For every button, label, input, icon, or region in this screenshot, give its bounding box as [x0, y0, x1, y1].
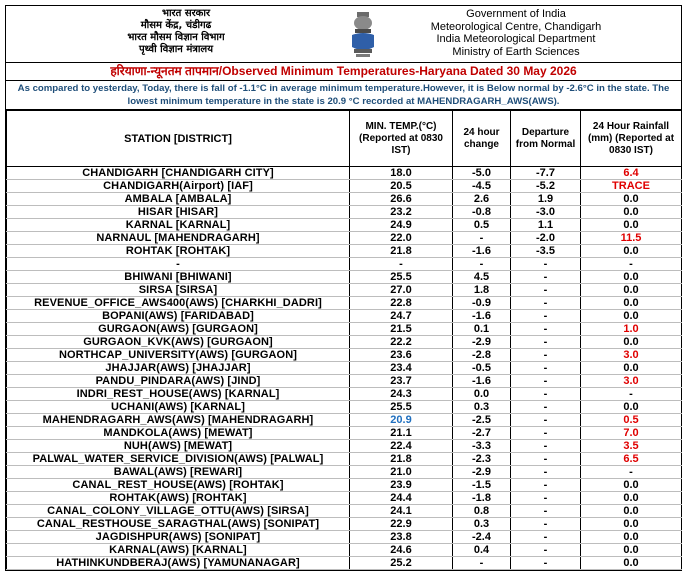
rainfall-cell: - — [581, 258, 682, 271]
departure-cell: - — [511, 362, 581, 375]
departure-cell: - — [511, 427, 581, 440]
change-cell: -0.5 — [453, 362, 511, 375]
departure-cell: - — [511, 479, 581, 492]
table-body — [7, 167, 682, 570]
min-temp-cell: 25.5 — [350, 401, 453, 414]
rainfall-cell: 0.0 — [581, 518, 682, 531]
departure-cell: - — [511, 544, 581, 557]
departure-cell: - — [511, 440, 581, 453]
min-temp-cell: 26.6 — [350, 193, 453, 206]
change-cell: -1.6 — [453, 245, 511, 258]
table-row — [7, 362, 682, 375]
station-cell: GURGAON_KVK(AWS) [GURGAON] — [7, 336, 350, 349]
min-temp-cell: 22.8 — [350, 297, 453, 310]
change-cell: -1.6 — [453, 375, 511, 388]
table-row — [7, 375, 682, 388]
station-cell: - — [7, 258, 350, 271]
departure-cell: - — [511, 557, 581, 570]
rainfall-cell: 7.0 — [581, 427, 682, 440]
departure-cell: - — [511, 401, 581, 414]
departure-cell: - — [511, 258, 581, 271]
table-row — [7, 167, 682, 180]
table-row — [7, 271, 682, 284]
station-cell: GURGAON(AWS) [GURGAON] — [7, 323, 350, 336]
change-cell: -4.5 — [453, 180, 511, 193]
min-temp-cell: 24.7 — [350, 310, 453, 323]
change-cell: 0.3 — [453, 518, 511, 531]
rainfall-cell: 0.0 — [581, 544, 682, 557]
table-row — [7, 427, 682, 440]
min-temp-cell: 24.4 — [350, 492, 453, 505]
table-row — [7, 414, 682, 427]
station-cell: CANAL_REST_HOUSE(AWS) [ROHTAK] — [7, 479, 350, 492]
rainfall-cell: 0.0 — [581, 531, 682, 544]
col-min-temp: MIN. TEMP.(°C) (Reported at 0830 IST) — [350, 111, 453, 167]
rainfall-cell: 11.5 — [581, 232, 682, 245]
change-cell: -2.8 — [453, 349, 511, 362]
departure-cell: - — [511, 375, 581, 388]
change-cell: -3.3 — [453, 440, 511, 453]
min-temp-cell: 24.1 — [350, 505, 453, 518]
station-cell: BHIWANI [BHIWANI] — [7, 271, 350, 284]
table-row — [7, 557, 682, 570]
table-row — [7, 232, 682, 245]
station-cell: PALWAL_WATER_SERVICE_DIVISION(AWS) [PALWAL] — [7, 453, 350, 466]
station-cell: HISAR [HISAR] — [7, 206, 350, 219]
min-temp-cell: 24.6 — [350, 544, 453, 557]
rainfall-cell: 0.5 — [581, 414, 682, 427]
min-temp-cell: 25.2 — [350, 557, 453, 570]
min-temp-cell: - — [350, 258, 453, 271]
col-station: STATION [DISTRICT] — [7, 111, 350, 167]
station-cell: ROHTAK [ROHTAK] — [7, 245, 350, 258]
table-row — [7, 310, 682, 323]
table-row — [7, 323, 682, 336]
table-row — [7, 440, 682, 453]
table-row — [7, 453, 682, 466]
change-cell: - — [453, 232, 511, 245]
change-cell: -1.6 — [453, 310, 511, 323]
hindi-line: पृथ्वी विज्ञान मंत्रालय — [138, 44, 214, 55]
departure-cell: - — [511, 414, 581, 427]
change-cell: 0.8 — [453, 505, 511, 518]
station-cell: UCHANI(AWS) [KARNAL] — [7, 401, 350, 414]
station-cell: SIRSA [SIRSA] — [7, 284, 350, 297]
station-cell: JAGDISHPUR(AWS) [SONIPAT] — [7, 531, 350, 544]
station-cell: HATHINKUNDBERAJ(AWS) [YAMUNANAGAR] — [7, 557, 350, 570]
report-sheet — [5, 5, 682, 571]
rainfall-cell: 0.0 — [581, 284, 682, 297]
rainfall-cell: 3.0 — [581, 375, 682, 388]
departure-cell: -3.0 — [511, 206, 581, 219]
rainfall-cell: 0.0 — [581, 336, 682, 349]
rainfall-cell: 0.0 — [581, 310, 682, 323]
departure-cell: - — [511, 466, 581, 479]
change-cell: -0.8 — [453, 206, 511, 219]
change-cell: -2.7 — [453, 427, 511, 440]
report-header — [6, 6, 681, 63]
departure-cell: - — [511, 453, 581, 466]
table-row — [7, 336, 682, 349]
rainfall-cell: 0.0 — [581, 492, 682, 505]
station-cell: KARNAL [KARNAL] — [7, 219, 350, 232]
summary-text: As compared to yesterday, Today, there is fall of -1.1°C in average minimum temperature.However, it is Below normal by -2.6°C in the state. The lowest minimum temperature in the state is 20.9 °C recorded at MAHENDRAGARH_AWS(AWS). — [6, 81, 681, 110]
min-temp-cell: 23.9 — [350, 479, 453, 492]
min-temp-cell: 21.8 — [350, 245, 453, 258]
station-cell: CANAL_RESTHOUSE_SARAGTHAL(AWS) [SONIPAT] — [7, 518, 350, 531]
station-cell: ROHTAK(AWS) [ROHTAK] — [7, 492, 350, 505]
rainfall-cell: 0.0 — [581, 206, 682, 219]
english-line: Meteorological Centre, Chandigarh — [430, 20, 602, 33]
min-temp-cell: 23.7 — [350, 375, 453, 388]
change-cell: 0.0 — [453, 388, 511, 401]
table-row — [7, 479, 682, 492]
change-cell: 0.1 — [453, 323, 511, 336]
change-cell: 1.8 — [453, 284, 511, 297]
report-title: हरियाणा-न्यूनतम तापमान/Observed Minimum Temperatures-Haryana Dated 30 May 2026 — [6, 63, 681, 81]
station-cell: REVENUE_OFFICE_AWS400(AWS) [CHARKHI_DADRI] — [7, 297, 350, 310]
change-cell: 0.3 — [453, 401, 511, 414]
rainfall-cell: 6.5 — [581, 453, 682, 466]
min-temp-cell: 23.8 — [350, 531, 453, 544]
station-cell: BOPANI(AWS) [FARIDABAD] — [7, 310, 350, 323]
col-rainfall: 24 Hour Rainfall (mm) (Reported at 0830 IST) — [581, 111, 682, 167]
min-temp-cell: 20.9 — [350, 414, 453, 427]
station-cell: KARNAL(AWS) [KARNAL] — [7, 544, 350, 557]
departure-cell: 1.9 — [511, 193, 581, 206]
change-cell: -0.9 — [453, 297, 511, 310]
table-row — [7, 284, 682, 297]
table-row — [7, 193, 682, 206]
table-row — [7, 518, 682, 531]
departure-cell: - — [511, 336, 581, 349]
departure-cell: - — [511, 388, 581, 401]
hindi-line: भारत मौसम विज्ञान विभाग — [127, 32, 225, 43]
change-cell: - — [453, 557, 511, 570]
min-temp-cell: 21.0 — [350, 466, 453, 479]
station-cell: CANAL_COLONY_VILLAGE_OTTU(AWS) [SIRSA] — [7, 505, 350, 518]
change-cell: 0.4 — [453, 544, 511, 557]
rainfall-cell: 6.4 — [581, 167, 682, 180]
rainfall-cell: 3.0 — [581, 349, 682, 362]
change-cell: -2.5 — [453, 414, 511, 427]
change-cell: -2.9 — [453, 336, 511, 349]
departure-cell: -5.2 — [511, 180, 581, 193]
rainfall-cell: 1.0 — [581, 323, 682, 336]
departure-cell: -3.5 — [511, 245, 581, 258]
station-cell: NORTHCAP_UNIVERSITY(AWS) [GURGAON] — [7, 349, 350, 362]
departure-cell: - — [511, 349, 581, 362]
rainfall-cell: 3.5 — [581, 440, 682, 453]
station-cell: CHANDIGARH(Airport) [IAF] — [7, 180, 350, 193]
rainfall-cell: 0.0 — [581, 297, 682, 310]
change-cell: -2.4 — [453, 531, 511, 544]
departure-cell: - — [511, 505, 581, 518]
table-row — [7, 466, 682, 479]
station-cell: PANDU_PINDARA(AWS) [JIND] — [7, 375, 350, 388]
departure-cell: 1.1 — [511, 219, 581, 232]
departure-cell: -2.0 — [511, 232, 581, 245]
change-cell: -5.0 — [453, 167, 511, 180]
change-cell: -2.3 — [453, 453, 511, 466]
change-cell: -2.9 — [453, 466, 511, 479]
table-row — [7, 531, 682, 544]
table-row — [7, 206, 682, 219]
rainfall-cell: 0.0 — [581, 505, 682, 518]
station-cell: CHANDIGARH [CHANDIGARH CITY] — [7, 167, 350, 180]
rainfall-cell: 0.0 — [581, 401, 682, 414]
departure-cell: - — [511, 284, 581, 297]
english-line: Government of India — [466, 8, 566, 20]
station-cell: NARNAUL [MAHENDRAGARH] — [7, 232, 350, 245]
rainfall-cell: 0.0 — [581, 479, 682, 492]
rainfall-cell: - — [581, 466, 682, 479]
change-cell: -1.5 — [453, 479, 511, 492]
table-row — [7, 492, 682, 505]
min-temp-cell: 23.2 — [350, 206, 453, 219]
departure-cell: - — [511, 492, 581, 505]
min-temp-cell: 21.8 — [350, 453, 453, 466]
change-cell: 4.5 — [453, 271, 511, 284]
min-temp-cell: 20.5 — [350, 180, 453, 193]
rainfall-cell: TRACE — [581, 180, 682, 193]
table-row — [7, 388, 682, 401]
station-cell: BAWAL(AWS) [REWARI] — [7, 466, 350, 479]
departure-cell: - — [511, 271, 581, 284]
departure-cell: - — [511, 531, 581, 544]
station-cell: AMBALA [AMBALA] — [7, 193, 350, 206]
departure-cell: - — [511, 297, 581, 310]
change-cell: 2.6 — [453, 193, 511, 206]
table-row — [7, 505, 682, 518]
min-temp-cell: 18.0 — [350, 167, 453, 180]
rainfall-cell: 0.0 — [581, 271, 682, 284]
rainfall-cell: - — [581, 388, 682, 401]
min-temp-cell: 23.6 — [350, 349, 453, 362]
station-cell: NUH(AWS) [MEWAT] — [7, 440, 350, 453]
table-row — [7, 258, 682, 271]
min-temp-cell: 23.4 — [350, 362, 453, 375]
change-cell: -1.8 — [453, 492, 511, 505]
table-row — [7, 180, 682, 193]
min-temp-cell: 22.2 — [350, 336, 453, 349]
rainfall-cell: 0.0 — [581, 219, 682, 232]
change-cell: 0.5 — [453, 219, 511, 232]
departure-cell: -7.7 — [511, 167, 581, 180]
table-row — [7, 349, 682, 362]
col-departure: Departure from Normal — [511, 111, 581, 167]
min-temp-cell: 25.5 — [350, 271, 453, 284]
station-cell: INDRI_REST_HOUSE(AWS) [KARNAL] — [7, 388, 350, 401]
table-row — [7, 297, 682, 310]
min-temp-cell: 21.1 — [350, 427, 453, 440]
english-header — [351, 8, 681, 58]
hindi-line: भारत सरकार — [161, 8, 211, 19]
temperature-table — [6, 110, 682, 570]
min-temp-cell: 22.0 — [350, 232, 453, 245]
table-row — [7, 544, 682, 557]
departure-cell: - — [511, 518, 581, 531]
rainfall-cell: 0.0 — [581, 362, 682, 375]
col-24h-change: 24 hour change — [453, 111, 511, 167]
hindi-line: मौसम केंद्र, चंडीगढ — [140, 20, 212, 31]
station-cell: MAHENDRAGARH_AWS(AWS) [MAHENDRAGARH] — [7, 414, 350, 427]
min-temp-cell: 22.9 — [350, 518, 453, 531]
hindi-header — [6, 8, 346, 56]
min-temp-cell: 27.0 — [350, 284, 453, 297]
table-row — [7, 401, 682, 414]
station-cell: MANDKOLA(AWS) [MEWAT] — [7, 427, 350, 440]
rainfall-cell: 0.0 — [581, 245, 682, 258]
english-line: Ministry of Earth Sciences — [452, 45, 580, 58]
change-cell: - — [453, 258, 511, 271]
english-line: India Meteorological Department — [436, 33, 596, 45]
table-row — [7, 245, 682, 258]
table-row — [7, 219, 682, 232]
min-temp-cell: 21.5 — [350, 323, 453, 336]
rainfall-cell: 0.0 — [581, 557, 682, 570]
min-temp-cell: 22.4 — [350, 440, 453, 453]
station-cell: JHAJJAR(AWS) [JHAJJAR] — [7, 362, 350, 375]
departure-cell: - — [511, 310, 581, 323]
min-temp-cell: 24.9 — [350, 219, 453, 232]
min-temp-cell: 24.3 — [350, 388, 453, 401]
departure-cell: - — [511, 323, 581, 336]
rainfall-cell: 0.0 — [581, 193, 682, 206]
